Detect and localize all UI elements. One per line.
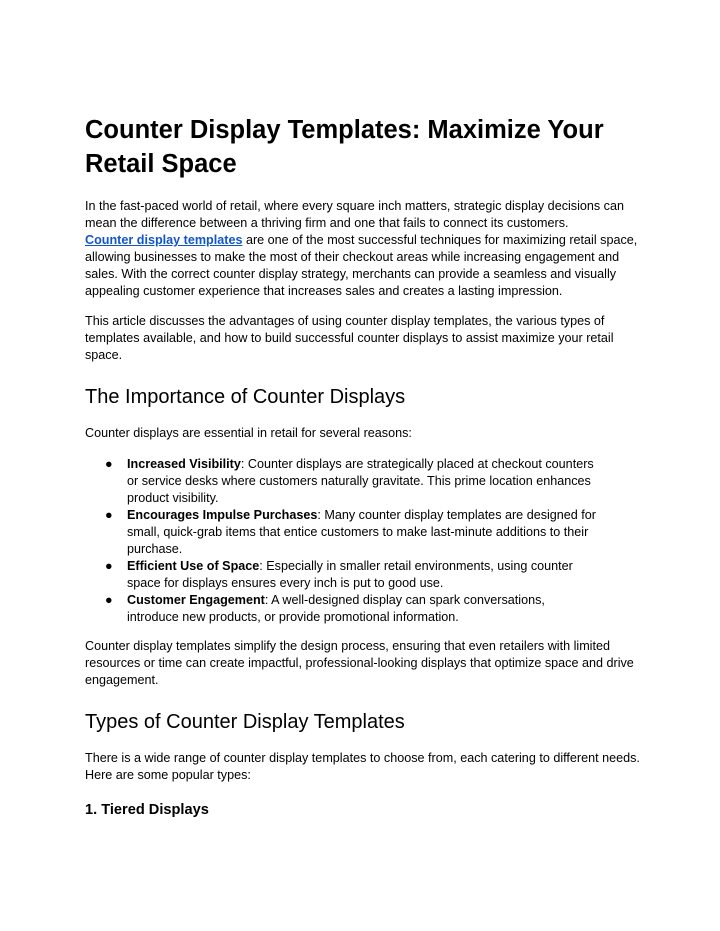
bullet-icon: ● — [105, 593, 113, 607]
list-item-text: : Especially in smaller retail environments, using counter space for displays ensures every inch is put to good use. — [127, 559, 573, 590]
intro-paragraph-2: This article discusses the advantages of using counter display templates, the various types of templates available, and how to build successful counter displays to assist maximize your retail space. — [85, 314, 614, 362]
list-item-term: Encourages Impulse Purchases — [127, 508, 318, 522]
section2-lead: There is a wide range of counter display templates to choose from, each catering to different needs. Here are some popular types: — [85, 751, 640, 782]
list-item-text: : Counter displays are strategically placed at checkout counters or service desks where customers naturally gravitate. This prime location enhances product visibility. — [127, 457, 594, 505]
list-item-term: Customer Engagement — [127, 593, 265, 607]
list-item-text: : A well-designed display can spark conversations, introduce new products, or provide promotional information. — [127, 593, 545, 624]
counter-display-templates-link[interactable]: Counter display templates — [85, 233, 243, 247]
list-item-term: Efficient Use of Space — [127, 559, 260, 573]
list-item-term: Increased Visibility — [127, 457, 241, 471]
section-heading-importance: The Importance of Counter Displays — [85, 386, 406, 408]
bullet-icon: ● — [105, 508, 113, 522]
list-item-text: : Many counter display templates are designed for small, quick-grab items that entice customers to make last-minute additions to their purchase. — [127, 508, 597, 556]
document-title: Counter Display Templates: Maximize Your Retail Space — [85, 116, 604, 178]
list-item — [85, 558, 600, 592]
section1-lead: Counter displays are essential in retail for several reasons: — [85, 426, 412, 440]
bullet-icon: ● — [105, 457, 113, 471]
list-item — [85, 456, 600, 507]
importance-bullet-list — [85, 456, 600, 626]
intro-paragraph — [85, 198, 643, 300]
section-heading-types: Types of Counter Display Templates — [85, 711, 405, 733]
intro-text-before-link: In the fast-paced world of retail, where every square inch matters, strategic display decisions can mean the difference between a thriving firm and one that fails to connect its customers. — [85, 199, 624, 230]
list-item — [85, 507, 600, 558]
list-item — [85, 592, 600, 626]
bullet-icon: ● — [105, 559, 113, 573]
section1-closing: Counter display templates simplify the design process, ensuring that even retailers with limited resources or time can create impactful, professional-looking displays that optimize space and drive engagement. — [85, 639, 634, 687]
intro-text-after-link: are one of the most successful techniques for maximizing retail space, allowing businesses to make the most of their checkout areas while increasing engagement and sales. With the correct counter display strategy, merchants can provide a seamless and visually appealing customer experience that increases sales and creates a lasting impression. — [85, 233, 638, 298]
subheading-tiered-displays: 1. Tiered Displays — [85, 802, 209, 818]
